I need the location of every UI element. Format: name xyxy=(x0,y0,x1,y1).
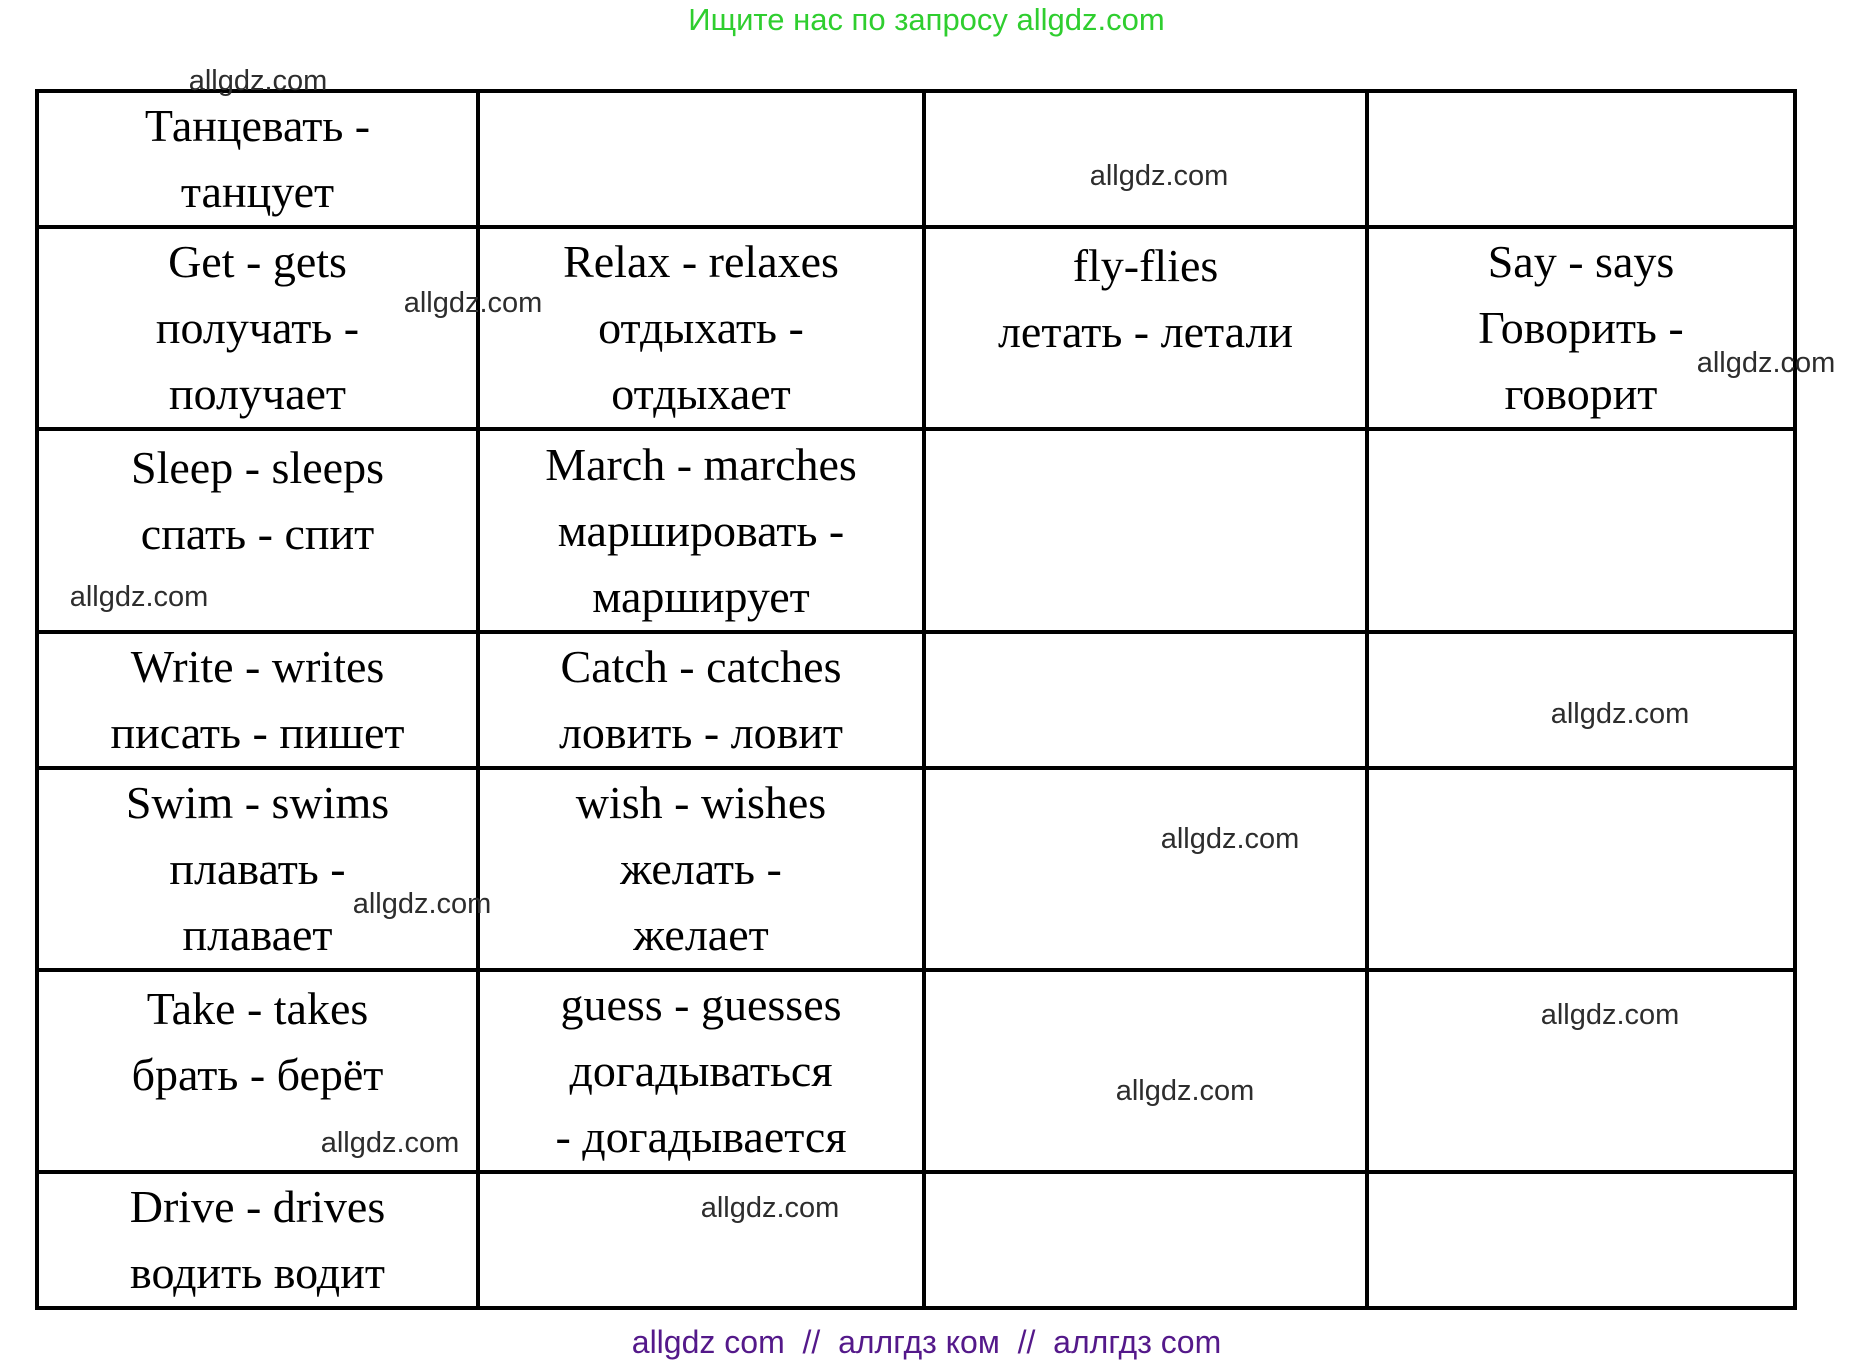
cell-line: получать - xyxy=(155,302,360,353)
table-cell xyxy=(926,1174,1369,1306)
watermark: allgdz.com xyxy=(1089,160,1229,192)
cell-line: Take - takes xyxy=(146,983,369,1034)
cell-line: получает xyxy=(168,368,347,419)
cell-line: желать - xyxy=(620,843,782,894)
watermark: allgdz.com xyxy=(700,1192,840,1224)
footer-site-names: allgdz com // аллгдз ком // аллгдз com xyxy=(631,1324,1222,1360)
table-cell xyxy=(39,634,480,770)
cell-line: ловить - ловит xyxy=(558,707,844,758)
cell-line: танцует xyxy=(180,166,335,217)
watermark: allgdz.com xyxy=(1115,1075,1255,1107)
cell-line: Get - gets xyxy=(168,236,347,287)
cell-line: March - marches xyxy=(545,438,857,490)
cell-line: писать - пишет xyxy=(110,707,405,758)
table-cell xyxy=(39,1174,480,1306)
cell-line: плавать - xyxy=(169,843,346,894)
cell-line: Relax - relaxes xyxy=(563,236,839,287)
cell-line: марширует xyxy=(592,570,810,622)
cell-line: Drive - drives xyxy=(129,1181,386,1232)
cell-line: Catch - catches xyxy=(560,641,842,692)
cell-line: отдыхает xyxy=(611,368,791,419)
cell-line: отдыхать - xyxy=(598,302,804,353)
cell-line: желает xyxy=(633,909,769,960)
answers-table xyxy=(35,89,1797,1310)
table-cell xyxy=(39,93,480,229)
table-cell xyxy=(1369,1174,1793,1306)
table-cell xyxy=(1369,431,1793,634)
table-cell xyxy=(39,229,480,431)
table-cell xyxy=(926,229,1369,431)
table-cell xyxy=(480,229,926,431)
cell-line: fly-flies xyxy=(1072,240,1219,291)
watermark: allgdz.com xyxy=(352,888,492,920)
table-cell xyxy=(480,431,926,634)
cell-line: водить водит xyxy=(130,1247,385,1298)
cell-line: догадываться xyxy=(569,1045,833,1096)
table-cell xyxy=(1369,770,1793,972)
cell-line: Говорить - xyxy=(1478,302,1684,353)
table-cell xyxy=(1369,93,1793,229)
watermark: allgdz.com xyxy=(1540,999,1680,1031)
cell-line: wish - wishes xyxy=(575,777,827,828)
watermark: allgdz.com xyxy=(1550,698,1690,730)
table-cell xyxy=(926,634,1369,770)
search-hint-text: Ищите нас по запросу allgdz.com xyxy=(688,2,1165,37)
cell-line: летать - летали xyxy=(997,306,1294,357)
cell-line: Swim - swims xyxy=(125,777,390,828)
watermark: allgdz.com xyxy=(1696,347,1836,379)
cell-line: - догадывается xyxy=(555,1111,847,1162)
table-cell xyxy=(926,770,1369,972)
table-cell xyxy=(39,770,480,972)
cell-line: guess - guesses xyxy=(560,979,842,1030)
table-cell xyxy=(480,770,926,972)
watermark: allgdz.com xyxy=(188,65,328,97)
table-cell xyxy=(1369,229,1793,431)
table-cell xyxy=(926,972,1369,1174)
cell-line: Sleep - sleeps xyxy=(131,442,384,493)
table-cell xyxy=(480,972,926,1174)
cell-line: брать - берёт xyxy=(131,1049,384,1100)
cell-line: Say - says xyxy=(1487,236,1675,287)
table-cell xyxy=(926,431,1369,634)
cell-line: спать - спит xyxy=(140,508,375,559)
table-cell xyxy=(480,93,926,229)
watermark: allgdz.com xyxy=(1160,823,1300,855)
cell-line: плавает xyxy=(182,909,333,960)
cell-line: маршировать - xyxy=(557,504,845,556)
watermark: allgdz.com xyxy=(403,287,543,319)
table-cell xyxy=(480,634,926,770)
watermark: allgdz.com xyxy=(320,1127,460,1159)
cell-line: Танцевать - xyxy=(144,100,371,151)
cell-line: говорит xyxy=(1504,368,1658,419)
watermark: allgdz.com xyxy=(69,581,209,613)
cell-line: Write - writes xyxy=(130,641,385,692)
